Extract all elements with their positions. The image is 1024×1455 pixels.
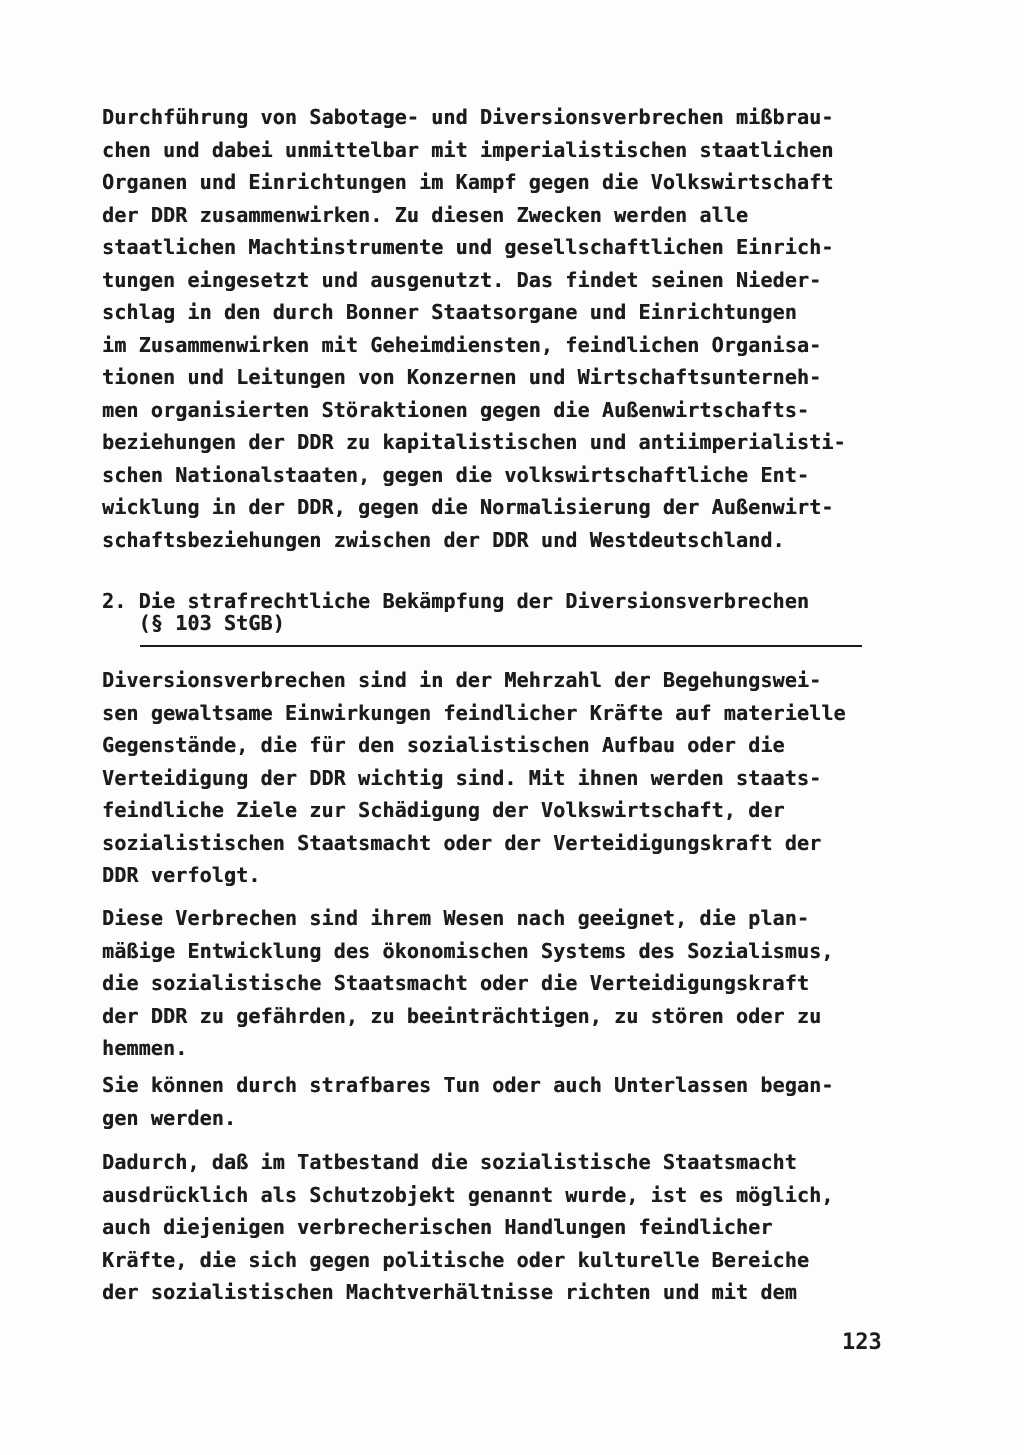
text-line: mäßige Entwicklung des ökonomischen Systems des Sozialismus,: [102, 938, 834, 963]
text-line: staatlichen Machtinstrumente und gesellschaftlichen Einrich-: [102, 235, 834, 259]
text-line: der DDR zusammenwirken. Zu diesen Zwecken werden alle: [102, 202, 749, 227]
text-line: Sie können durch strafbares Tun oder auch Unterlassen began-: [102, 1073, 834, 1097]
text-line: Gegenstände, die für den sozialistischen Aufbau oder die: [102, 733, 785, 757]
paragraph-commission: [102, 1069, 912, 1134]
paragraph-nature: [102, 902, 912, 1065]
text-line: ausdrücklich als Schutzobjekt genannt wurde, ist es möglich,: [102, 1182, 834, 1207]
heading-underline: [140, 645, 862, 647]
paragraph-definition: [102, 664, 912, 892]
text-line: Durchführung von Sabotage- und Diversionsverbrechen mißbrau-: [102, 105, 834, 129]
text-line: beziehungen der DDR zu kapitalistischen und antiimperialisti-: [102, 430, 846, 454]
text-line: tungen eingesetzt und ausgenutzt. Das findet seinen Nieder-: [102, 267, 822, 292]
heading-line: (§ 103 StGB): [102, 611, 285, 635]
page-number: 123: [842, 1330, 882, 1355]
text-line: tionen und Leitungen von Konzernen und Wirtschaftsunterneh-: [102, 365, 822, 389]
text-line: der sozialistischen Machtverhältnisse richten und mit dem: [102, 1280, 797, 1304]
text-line: schlag in den durch Bonner Staatsorgane und Einrichtungen: [102, 300, 797, 324]
text-line: schaftsbeziehungen zwischen der DDR und Westdeutschland.: [102, 527, 785, 552]
text-line: der DDR zu gefährden, zu beeinträchtigen, zu stören oder zu: [102, 1003, 822, 1028]
text-line: schen Nationalstaaten, gegen die volkswirtschaftliche Ent-: [102, 462, 810, 487]
text-line: Kräfte, die sich gegen politische oder kulturelle Bereiche: [102, 1247, 810, 1272]
text-line: chen und dabei unmittelbar mit imperialistischen staatlichen: [102, 137, 834, 162]
text-line: im Zusammenwirken mit Geheimdiensten, feindlichen Organisa-: [102, 332, 822, 357]
text-line: Verteidigung der DDR wichtig sind. Mit ihnen werden staats-: [102, 765, 822, 790]
text-line: men organisierten Störaktionen gegen die Außenwirtschafts-: [102, 397, 810, 422]
text-line: sozialistischen Staatsmacht oder der Verteidigungskraft der: [102, 830, 822, 855]
heading-line: 2. Die strafrechtliche Bekämpfung der Diversionsverbrechen: [102, 589, 810, 613]
text-line: Organen und Einrichtungen im Kampf gegen die Volkswirtschaft: [102, 170, 834, 194]
text-line: die sozialistische Staatsmacht oder die Verteidigungskraft: [102, 971, 810, 995]
paragraph-sabotage-context: [102, 101, 912, 556]
text-line: sen gewaltsame Einwirkungen feindlicher Kräfte auf materielle: [102, 700, 846, 725]
text-line: Dadurch, daß im Tatbestand die sozialistische Staatsmacht: [102, 1150, 797, 1174]
text-line: auch diejenigen verbrecherischen Handlungen feindlicher: [102, 1215, 773, 1239]
text-line: hemmen.: [102, 1036, 188, 1060]
text-line: feindliche Ziele zur Schädigung der Volkswirtschaft, der: [102, 798, 785, 822]
paragraph-protection-object: [102, 1146, 912, 1309]
text-line: Diese Verbrechen sind ihrem Wesen nach geeignet, die plan-: [102, 906, 810, 930]
text-line: DDR verfolgt.: [102, 863, 261, 887]
text-line: gen werden.: [102, 1105, 237, 1130]
text-line: Diversionsverbrechen sind in der Mehrzahl der Begehungswei-: [102, 668, 822, 692]
section-heading: [102, 590, 912, 634]
text-line: wicklung in der DDR, gegen die Normalisierung der Außenwirt-: [102, 495, 834, 519]
